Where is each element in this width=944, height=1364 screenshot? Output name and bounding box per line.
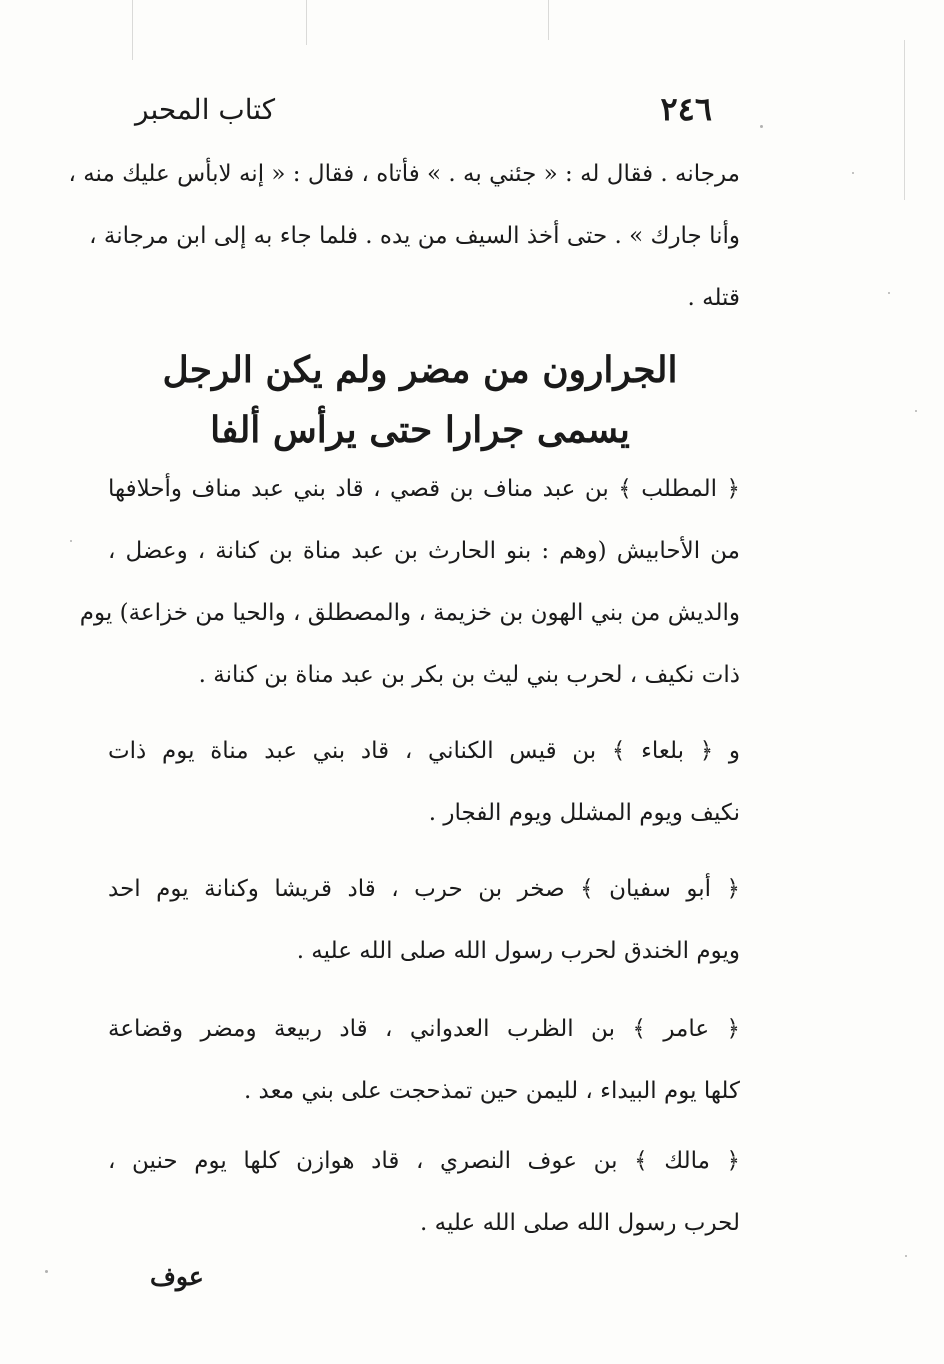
opening-paragraph xyxy=(68,143,740,329)
text-line: ﴿ عامر ﴾ بن الظرب العدواني ، قاد ربيعة ومضر وقضاعة xyxy=(108,1016,740,1042)
text-line: وأنا جارك » . حتى أخذ السيف من يده . فلما جاء به إلى ابن مرجانة ، xyxy=(89,223,740,249)
scan-speck xyxy=(915,410,917,412)
paragraph-malik xyxy=(108,1130,740,1254)
scan-scratch xyxy=(306,0,307,45)
heading-line-2: يسمى جرارا حتى يرأس ألفا xyxy=(210,409,630,451)
text-line: ويوم الخندق لحرب رسول الله صلى الله عليه . xyxy=(296,938,740,964)
page-number: ٢٤٦ xyxy=(660,90,712,128)
text-line: قتله . xyxy=(687,285,740,311)
paragraph-balaa xyxy=(108,720,740,844)
scan-scratch xyxy=(548,0,549,40)
heading-line-1: الجرارون من مضر ولم يكن الرجل xyxy=(162,349,678,391)
scan-speck xyxy=(45,1270,48,1273)
text-line: ﴿ المطلب ﴾ بن عبد مناف بن قصي ، قاد بني عبد مناف وأحلافها xyxy=(108,476,740,502)
paragraph-muttalib xyxy=(79,458,740,706)
page-header xyxy=(135,84,712,134)
running-title: كتاب المحبر xyxy=(135,92,276,126)
text-line: والديش من بني الهون بن خزيمة ، والمصطلق ، والحيا من خزاعة) يوم xyxy=(79,600,740,626)
text-line: ذات نكيف ، لحرب بني ليث بن بكر بن عبد مناة بن كنانة . xyxy=(198,662,740,688)
catchword: عوف xyxy=(150,1262,204,1291)
scan-speck xyxy=(760,125,763,128)
scan-speck xyxy=(852,172,854,174)
scan-speck xyxy=(888,292,890,294)
scan-speck xyxy=(70,540,72,542)
paragraph-abu-sufyan xyxy=(108,858,740,982)
scan-scratch xyxy=(132,0,133,60)
text-line: و ﴿ بلعاء ﴾ بن قيس الكناني ، قاد بني عبد مناة يوم ذات xyxy=(108,738,740,764)
text-line: ﴿ أبو سفيان ﴾ صخر بن حرب ، قاد قريشا وكنانة يوم احد xyxy=(108,876,740,902)
text-line: لحرب رسول الله صلى الله عليه . xyxy=(420,1210,740,1236)
text-line: مرجانه . فقال له : « جئني به . » فأتاه ، فقال : « إنه لابأس عليك منه ، xyxy=(68,161,740,187)
scan-scratch xyxy=(904,40,905,200)
paragraph-amir xyxy=(108,998,740,1122)
text-line: نكيف ويوم المشلل ويوم الفجار . xyxy=(428,800,740,826)
scan-speck xyxy=(905,1255,907,1257)
text-line: ﴿ مالك ﴾ بن عوف النصري ، قاد هوازن كلها يوم حنين ، xyxy=(108,1148,740,1174)
section-heading xyxy=(120,340,720,460)
text-line: كلها يوم البيداء ، لليمن حين تمذحجت على بني معد . xyxy=(243,1078,740,1104)
text-line: من الأحابيش (وهم : بنو الحارث بن عبد مناة بن كنانة ، وعضل ، xyxy=(108,538,740,564)
